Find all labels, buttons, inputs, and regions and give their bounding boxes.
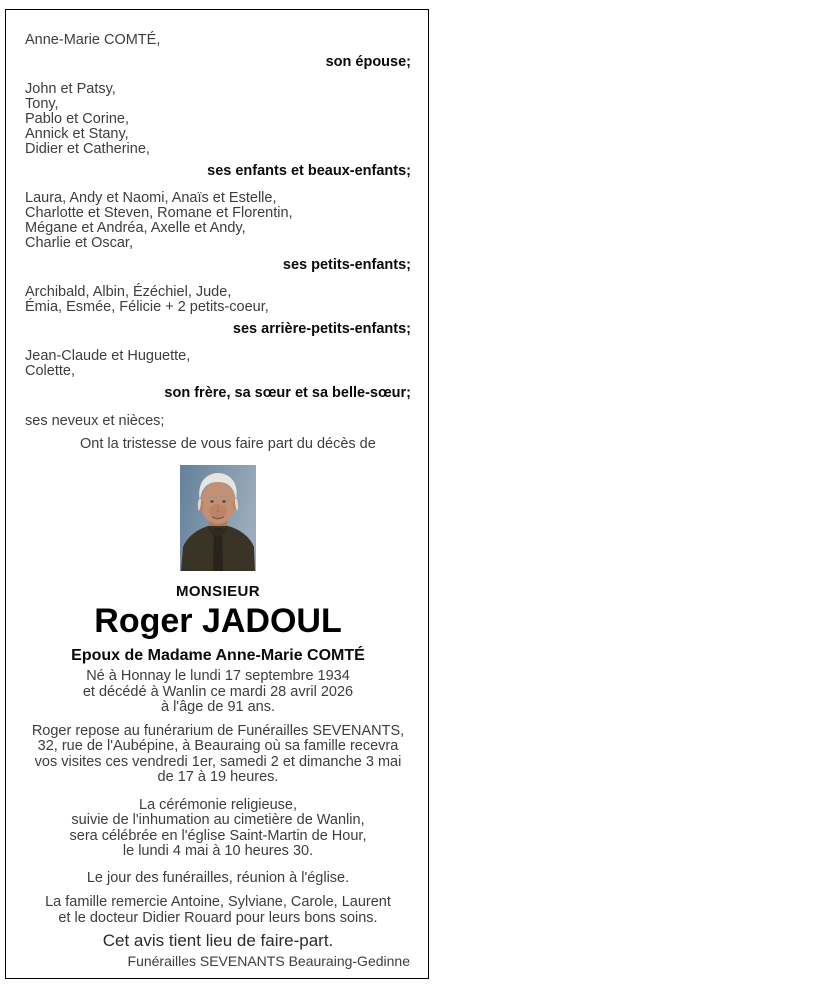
family-names [25,191,411,251]
closing-line: Cet avis tient lieu de faire-part. [102,931,334,950]
family-name-line: Didier et Catherine, [25,141,150,157]
family-name-line: Mégane et Andréa, Axelle et Andy, [25,220,246,236]
family-name-line: Anne-Marie COMTÉ, [25,32,161,48]
family-name-line: Charlotte et Steven, Romane et Florentin, [25,205,293,221]
relation-label: ses enfants et beaux-enfants; [207,163,411,179]
family-name-line: Laura, Andy et Naomi, Anaïs et Estelle, [25,190,277,206]
family-name-line: Émia, Esmée, Félicie + 2 petits-coeur, [25,299,269,315]
visitation-line: Roger repose au funérarium de Funérailles SEVENANTS, [31,722,405,739]
ceremony-line: La cérémonie religieuse, [139,796,297,813]
ceremony-line: suivie de l'inhumation au cimetière de Wanlin, [71,812,365,828]
visitation-line: vos visites ces vendredi 1er, samedi 2 et dimanche 3 mai [34,753,402,770]
family-group-grandchildren [25,191,411,273]
death-notice-card [5,9,429,979]
family-name-line: Pablo et Corine, [25,111,129,127]
ceremony-paragraph [25,798,411,860]
ceremony-line: le lundi 4 mai à 10 heures 30. [122,843,314,859]
family-names [25,349,411,379]
birth-line: Né à Honnay le lundi 17 septembre 1934 [86,668,350,684]
nieces-line: ses neveux et nièces; [25,413,165,429]
ceremony-line: sera célébrée en l'église Saint-Martin de Hour, [69,827,367,844]
announcement-line: Ont la tristesse de vous faire part du décès de [80,436,376,452]
honorific-title: MONSIEUR [175,583,261,600]
birth-death-paragraph [25,669,411,716]
spouse-line: Epoux de Madame Anne-Marie COMTÉ [71,647,365,664]
relation-label: son frère, sa sœur et sa belle-sœur; [164,385,411,401]
family-names [25,33,411,48]
family-name-line: Archibald, Albin, Ézéchiel, Jude, [25,284,232,300]
deceased-name: Roger JADOUL [94,602,342,640]
funeral-day-line: Le jour des funérailles, réunion à l'église. [86,869,350,886]
family-name-line: Charlie et Oscar, [25,235,133,251]
family-name-line: Tony, [25,96,59,112]
family-name-line: Annick et Stany, [25,126,129,142]
family-names [25,285,411,315]
visitation-line: de 17 à 19 heures. [157,769,279,785]
portrait-photo [180,465,256,571]
family-group-spouse [25,33,411,70]
relation-label: son épouse; [325,54,411,70]
relation-label: ses petits-enfants; [282,257,411,273]
thanks-paragraph [25,895,411,926]
portrait-photo-container [25,465,411,571]
family-group-children [25,82,411,179]
thanks-line: La famille remercie Antoine, Sylviane, Carole, Laurent [45,894,391,910]
thanks-line: et le docteur Didier Rouard pour leurs bons soins. [58,909,378,926]
visitation-line: 32, rue de l'Aubépine, à Beauraing où sa famille recevra [37,738,399,754]
age-line: à l'âge de 91 ans. [160,699,276,715]
death-line: et décédé à Wanlin ce mardi 28 avril 2026 [82,683,354,700]
visitation-paragraph [25,724,411,786]
relation-label: ses arrière-petits-enfants; [232,321,411,337]
family-name-line: Colette, [25,363,75,379]
family-names [25,82,411,157]
family-name-line: Jean-Claude et Huguette, [25,348,191,364]
family-name-line: John et Patsy, [25,81,116,97]
family-group-siblings [25,349,411,401]
funeral-home-line: Funérailles SEVENANTS Beauraing-Gedinne [127,953,410,969]
family-group-great-grandchildren [25,285,411,337]
